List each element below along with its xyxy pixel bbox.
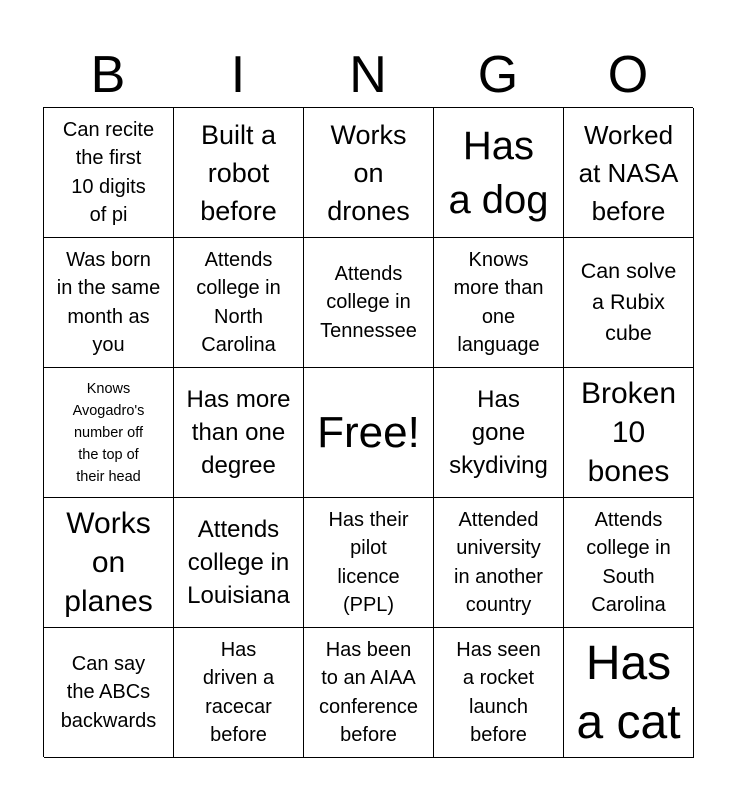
bingo-cell-r3c3[interactable] bbox=[304, 368, 434, 498]
cell-text: Has driven a racecar before bbox=[202, 638, 275, 746]
cell-text: Knows more than one language bbox=[453, 248, 544, 356]
header-letter-i: I bbox=[230, 46, 246, 104]
header-letter-g: G bbox=[477, 46, 519, 104]
bingo-cell-r1c2[interactable] bbox=[174, 108, 304, 238]
cell-text: Attends college in North Carolina bbox=[196, 248, 281, 356]
cell-text: Built a robot before bbox=[200, 119, 277, 226]
cell-text: Worked at NASA before bbox=[578, 119, 679, 226]
cell-text: Has a cat bbox=[576, 636, 681, 749]
bingo-cell-r4c3[interactable] bbox=[304, 498, 434, 628]
bingo-cell-r3c5[interactable] bbox=[564, 368, 694, 498]
bingo-cell-r4c5[interactable] bbox=[564, 498, 694, 628]
cell-text: Attends college in South Carolina bbox=[586, 508, 671, 616]
bingo-cell-r1c3[interactable] bbox=[304, 108, 434, 238]
bingo-cell-r2c1[interactable] bbox=[44, 238, 174, 368]
bingo-cell-r4c2[interactable] bbox=[174, 498, 304, 628]
free-space: Free! bbox=[317, 407, 420, 457]
cell-text: Has their pilot licence (PPL) bbox=[328, 508, 409, 616]
bingo-cell-r2c2[interactable] bbox=[174, 238, 304, 368]
bingo-cell-r5c3[interactable] bbox=[304, 628, 434, 758]
cell-text: Has a dog bbox=[448, 123, 549, 222]
cell-text: Was born in the same month as you bbox=[56, 248, 161, 356]
bingo-cell-r4c4[interactable] bbox=[434, 498, 564, 628]
header-letter-b: B bbox=[90, 46, 126, 104]
cell-text: Has seen a rocket launch before bbox=[456, 638, 541, 746]
bingo-cell-r4c1[interactable] bbox=[44, 498, 174, 628]
cell-text: Knows Avogadro's number off the top of their head bbox=[72, 380, 145, 485]
cell-text: Attended university in another country bbox=[454, 508, 543, 616]
cell-text: Attends college in Tennessee bbox=[320, 262, 417, 342]
cell-text: Broken 10 bones bbox=[580, 377, 677, 488]
cell-text: Can say the ABCs backwards bbox=[60, 652, 157, 732]
bingo-cell-r2c5[interactable] bbox=[564, 238, 694, 368]
bingo-cell-r5c1[interactable] bbox=[44, 628, 174, 758]
cell-text: Can solve a Rubix cube bbox=[580, 259, 677, 345]
bingo-cell-r1c5[interactable] bbox=[564, 108, 694, 238]
bingo-cell-r1c1[interactable] bbox=[44, 108, 174, 238]
cell-text: Has more than one degree bbox=[186, 386, 291, 479]
cell-text: Has been to an AIAA conference before bbox=[319, 638, 418, 746]
bingo-cell-r2c3[interactable] bbox=[304, 238, 434, 368]
bingo-cell-r2c4[interactable] bbox=[434, 238, 564, 368]
cell-text: Can recite the first 10 digits of pi bbox=[62, 118, 155, 226]
cell-text: Works on planes bbox=[64, 507, 153, 618]
bingo-cell-r3c4[interactable] bbox=[434, 368, 564, 498]
cell-text: Attends college in Louisiana bbox=[187, 516, 290, 609]
cell-text: Works on drones bbox=[327, 119, 410, 226]
bingo-cell-r3c1[interactable] bbox=[44, 368, 174, 498]
header-letter-o: O bbox=[607, 46, 649, 104]
bingo-cell-r5c5[interactable] bbox=[564, 628, 694, 758]
bingo-cell-r3c2[interactable] bbox=[174, 368, 304, 498]
bingo-card bbox=[43, 107, 693, 757]
bingo-header bbox=[43, 44, 693, 106]
bingo-cell-r1c4[interactable] bbox=[434, 108, 564, 238]
cell-text: Has gone skydiving bbox=[449, 386, 548, 479]
bingo-cell-r5c2[interactable] bbox=[174, 628, 304, 758]
bingo-cell-r5c4[interactable] bbox=[434, 628, 564, 758]
header-letter-n: N bbox=[349, 46, 387, 104]
